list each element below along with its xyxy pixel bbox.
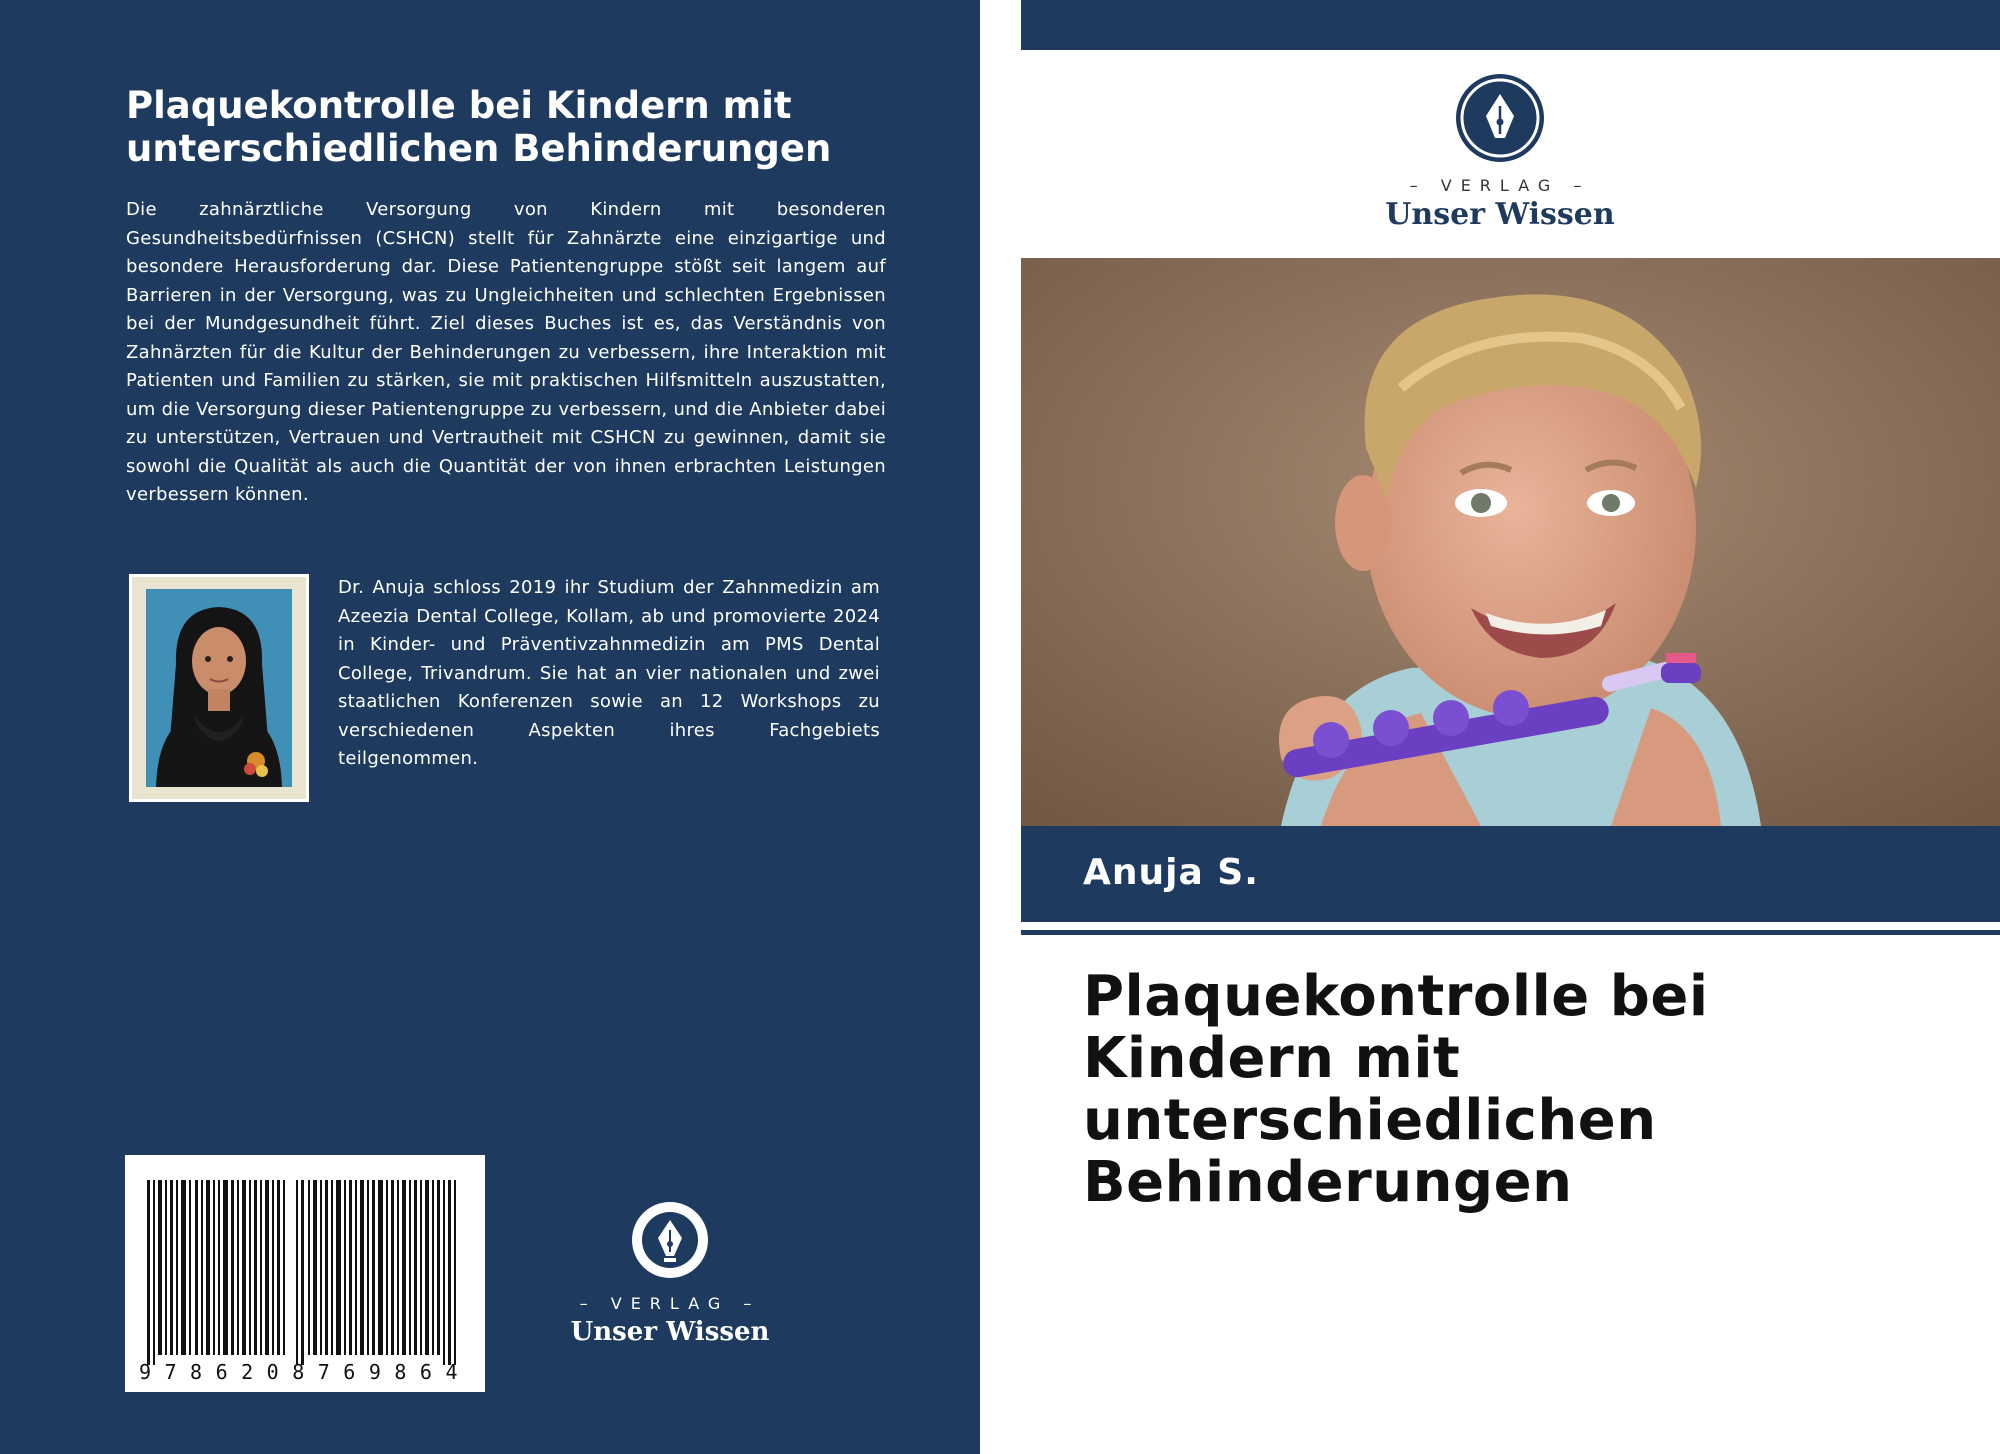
- author-name: Anuja S.: [1083, 852, 1259, 893]
- fountain-pen-nib-icon: [1454, 72, 1546, 164]
- front-divider: [1021, 930, 2000, 935]
- author-portrait-image: [146, 589, 292, 787]
- back-cover-description: Die zahnärztliche Versorgung von Kindern mit besonderen Gesundheitsbedürfnissen (CSHCN) stellt für Zahnärzte eine einzigartige und besondere Herausforderung dar. Diese Patientengruppe stößt seit langem auf Barrieren in der Versorgung, was zu Ungleichheiten und schlechten Ergebnissen bei der Mundgesundheit führt. Ziel dieses Buches ist es, das Verständnis von Zahnärzten für die Kultur der Behinderungen zu verbessern, ihre Interaktion mit Patienten und Familien zu stärken, sie mit praktischen Hilfsmitteln auszustatten, um die Versorgung dieser Patientengruppe zu verbessern, und die Anbieter dabei zu unterstützen, Vertrauen und Vertrautheit mit CSHCN zu gewinnen, damit sie sowohl die Qualität als auch die Quantität der von ihnen erbrachten Leistungen verbessern können.: [126, 199, 886, 505]
- child-brushing-teeth-image: [1021, 258, 2000, 826]
- author-photo: [129, 574, 309, 802]
- back-cover: [0, 0, 980, 1454]
- publisher-verlag-label: – VERLAG –: [1409, 176, 1591, 195]
- fountain-pen-nib-icon: [630, 1200, 710, 1280]
- cover-photo: [1021, 258, 2000, 826]
- front-top-bar: [1021, 0, 2000, 50]
- barcode-icon: [125, 1155, 485, 1392]
- author-bio: Dr. Anuja schloss 2019 ihr Studium der Zahnmedizin am Azeezia Dental College, Kollam, ab und promovierte 2024 in Kinder- und Präventivzahnmedizin am PMS Dental College, Trivandrum. Sie hat an vier nationalen und zwei staatlichen Konferenzen sowie an 12 Workshops zu verschiedenen Aspekten ihres Fachgebiets teilgenommen.: [338, 577, 880, 769]
- back-cover-title: Plaquekontrolle bei Kindern mit unterschiedlichen Behinderungen: [126, 84, 832, 170]
- front-cover-title: Plaquekontrolle bei Kindern mit unterschiedlichen Behinderungen: [1083, 964, 1709, 1215]
- isbn-barcode: [125, 1155, 485, 1392]
- author-band: [1021, 826, 2000, 922]
- publisher-name: Unser Wissen: [570, 1317, 770, 1347]
- publisher-logo-front: [1380, 72, 1620, 232]
- publisher-name: Unser Wissen: [1385, 197, 1615, 232]
- publisher-verlag-label: – VERLAG –: [579, 1294, 761, 1313]
- publisher-logo-back: [560, 1200, 780, 1347]
- isbn-digits: 9786208769864: [138, 1360, 472, 1384]
